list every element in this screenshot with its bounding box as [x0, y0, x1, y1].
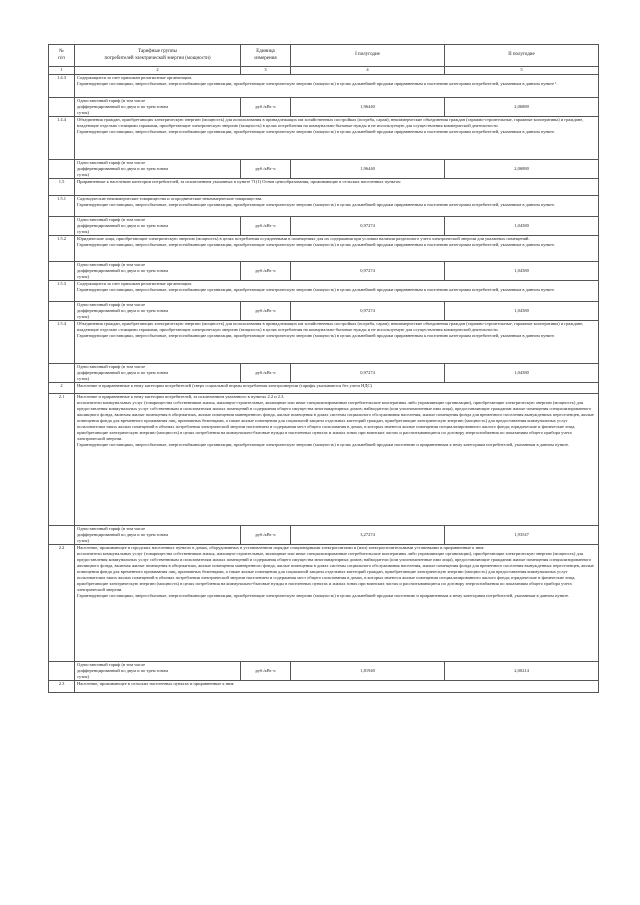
category-description: Население, проживающее в сельских населенных пунктах и приравненные к ним:	[75, 680, 599, 692]
value-half-2: 1,93547	[445, 525, 599, 544]
value-half-2: 2,00214	[445, 661, 599, 680]
value-half-1: 0,97274	[291, 301, 445, 320]
tariff-label: Одноставочный тариф (в том числе дифференцированный по двум и по трем зонам суток)	[75, 363, 241, 382]
value-half-1: 0,97274	[291, 261, 445, 280]
value-half-1: 1,96440	[291, 97, 445, 116]
tariff-label: Одноставочный тариф (в том числе дифференцированный по двум и по трем зонам суток)	[75, 159, 241, 178]
tariff-row	[49, 301, 599, 320]
row-number: 1.5.3	[49, 280, 75, 301]
column-number: 2	[75, 67, 241, 75]
category-description: Население и приравненные к нему категории потребителей, за исключением указанного в пунктах 2.2 и 2.3. исполнители коммунальных услуг (товарищества собственников жилья, жилищно-строительные, жилищные или иные специализированные потребительские кооперативы либо управляющие организации), приобретающие электрическую энергию (мощность) для предоставления коммунальных услуг собственникам и пользователям жилых помещений и содержания общего имущества многоквартирных домов; наймодатели (или уполномоченные ими лица), предоставляющие гражданам жилые помещения специализированного жилищного фонда, включая жилые помещения в общежитиях, жилые помещения маневренного фонда, жилые помещения в домах системы социального обслуживания населения, жилые помещения фонда для временного поселения вынужденных переселенцев, жилые помещения фонда для временного проживания лиц, признанных беженцами, а также жилые помещения для социальной защиты отдельных категорий граждан, приобретающие электрическую энергию (мощность) для предоставления коммунальных услуг пользователям таких жилых помещений в объемах потребления электрической энергии населением и содержания мест общего пользования в домах, в которых имеются жилые помещения специализированного жилого фонда; юридические и физические лица, приобретающие электрическую энергию (мощность) в целях потребления на коммунально-бытовые нужды в населенных пунктах и жилых зонах при воинских частях и рассчитывающиеся по договору энергоснабжения по показаниям общего прибора учета электрической энергии. Гарантирующие поставщики, энергосбытовые, энергоснабжающие организации, приобретающие электрическую энергию (мощность) в целях дальнейшей продажи населению и приравненным к нему категориям потребителей, указанным в данном пункте.	[75, 393, 599, 525]
category-description: Содержащиеся за счет прихожан религиозные организации. Гарантирующие поставщики, энергосбытовые, энергоснабжающие организации, приобретающие электрическую энергию (мощность) в целях дальнейшей продажи приравненным к населению категориям потребителей, указанным в данном пункте.	[75, 280, 599, 301]
category-row	[49, 178, 599, 195]
value-half-1: 1,81940	[291, 661, 445, 680]
category-row	[49, 235, 599, 261]
row-number	[49, 159, 75, 178]
category-row	[49, 280, 599, 301]
tariff-table-body	[49, 45, 599, 693]
column-number: 1	[49, 67, 75, 75]
column-number: 4	[291, 67, 445, 75]
tariff-label: Одноставочный тариф (в том числе дифференцированный по двум и по трем зонам суток)	[75, 216, 241, 235]
category-row	[49, 544, 599, 661]
tariff-label: Одноставочный тариф (в том числе дифференцированный по двум и по трем зонам суток)	[75, 301, 241, 320]
row-number: 1.5.4	[49, 320, 75, 363]
tariff-table	[48, 44, 599, 693]
unit-cell: руб./кВт·ч	[241, 159, 291, 178]
value-half-1: 0,97274	[291, 216, 445, 235]
tariff-row	[49, 661, 599, 680]
tariff-row	[49, 363, 599, 382]
category-row	[49, 320, 599, 363]
row-number	[49, 363, 75, 382]
row-number: 2.3	[49, 680, 75, 692]
row-number	[49, 216, 75, 235]
unit-cell: руб./кВт·ч	[241, 261, 291, 280]
header-half-1: I полугодие	[291, 45, 445, 67]
value-half-2: 1,04380	[445, 301, 599, 320]
row-number: 1.5.2	[49, 235, 75, 261]
value-half-2: 1,04380	[445, 261, 599, 280]
row-number	[49, 661, 75, 680]
header-half-2: II полугодие	[445, 45, 599, 67]
unit-cell: руб./кВт·ч	[241, 301, 291, 320]
row-number: 2.1	[49, 393, 75, 525]
tariff-label: Одноставочный тариф (в том числе дифференцированный по двум и по трем зонам суток)	[75, 97, 241, 116]
category-row	[49, 74, 599, 97]
category-description: Объединения граждан, приобретающих электрическую энергию (мощность) для использования в принадлежащих им хозяйственных постройках (погреба, сараи); некоммерческие объединения граждан (гаражно-строительные, гаражные кооперативы) и граждане, владеющие отдельно стоящими гаражами, приобретающие электрическую энергию (мощность) в целях потребления на коммунально-бытовые нужды и не используемую для осуществления коммерческой деятельности. Гарантирующие поставщики, энергосбытовые, энергоснабжающие организации, приобретающие электрическую энергию (мощность) в целях дальнейшей продажи приравненным к населению категориям потребителей, указанным в данном пункте.	[75, 116, 599, 159]
column-number-row	[49, 67, 599, 75]
row-number	[49, 97, 75, 116]
unit-cell: руб./кВт·ч	[241, 363, 291, 382]
tariff-label: Одноставочный тариф (в том числе дифференцированный по двум и по трем зонам суток)	[75, 261, 241, 280]
category-description: Юридические лица, приобретающие электрическую энергию (мощность) в целях потребления осужденными в помещениях для их содержания при условии наличия раздельного учета электрической энергии для указанных помещений. Гарантирующие поставщики, энергосбытовые, энергоснабжающие организации, приобретающие электрическую энергию (мощность) в целях дальнейшей продажи приравненным к населению категориям потребителей, указанным в данном пункте.	[75, 235, 599, 261]
row-number: 1.5.1	[49, 195, 75, 216]
category-row	[49, 116, 599, 159]
category-row	[49, 382, 599, 393]
category-description: Содержащиеся за счет прихожан религиозные организации. Гарантирующие поставщики, энергосбытовые, энергоснабжающие организации, приобретающие электрическую энергию (мощность) в целях дальнейшей продажи приравненным к населению категориям потребителей, указанным в данном пункте ¹.	[75, 74, 599, 97]
tariff-row	[49, 216, 599, 235]
tariff-row	[49, 525, 599, 544]
header-group: Тарифные группы потребителей электрической энергии (мощности)	[75, 45, 241, 67]
unit-cell: руб./кВт·ч	[241, 661, 291, 680]
unit-cell: руб./кВт·ч	[241, 525, 291, 544]
row-number	[49, 525, 75, 544]
row-number	[49, 261, 75, 280]
table-header-row	[49, 45, 599, 67]
unit-cell: руб./кВт·ч	[241, 216, 291, 235]
category-description: Приравненные к населению категории потребителей, за исключением указанных в пункте 71(1) Основ ценообразования, проживающие в сельских населенных пунктах:	[75, 178, 599, 195]
row-number: 1.4.3	[49, 74, 75, 97]
tariff-row	[49, 261, 599, 280]
row-number	[49, 301, 75, 320]
tariff-label: Одноставочный тариф (в том числе дифференцированный по двум и по трем зонам суток)	[75, 525, 241, 544]
value-half-2: 1,04380	[445, 363, 599, 382]
tariff-label: Одноставочный тариф (в том числе дифференцированный по двум и по трем зонам суток)	[75, 661, 241, 680]
value-half-1: 1,96440	[291, 159, 445, 178]
value-half-1: 3,27274	[291, 525, 445, 544]
value-half-2: 1,04380	[445, 216, 599, 235]
header-num: № п/п	[49, 45, 75, 67]
row-number: 2	[49, 382, 75, 393]
row-number: 1.4.4	[49, 116, 75, 159]
category-row	[49, 393, 599, 525]
unit-cell: руб./кВт·ч	[241, 97, 291, 116]
category-row	[49, 680, 599, 692]
value-half-2: 2,06880	[445, 159, 599, 178]
row-number: 2.2	[49, 544, 75, 661]
category-row	[49, 195, 599, 216]
category-description: Объединения граждан, приобретающих электрическую энергию (мощность) для использования в принадлежащих им хозяйственных постройках (погреба, сараи); некоммерческие объединения граждан (гаражно-строительные, гаражные кооперативы) и граждане, владеющие отдельно стоящими гаражами, приобретающие электрическую энергию (мощность) в целях потребления на коммунально-бытовые нужды и не используемую для осуществления коммерческой деятельности. Гарантирующие поставщики, энергосбытовые, энергоснабжающие организации, приобретающие электрическую энергию (мощность) в целях дальнейшей продажи приравненным к населению категориям потребителей, указанным в данном пункте.	[75, 320, 599, 363]
value-half-1: 0,97274	[291, 363, 445, 382]
column-number: 3	[241, 67, 291, 75]
tariff-row	[49, 97, 599, 116]
category-description: Население и приравненные к нему категории потребителей (сверх социальной нормы потребления электроэнергии (тарифы указываются без учета НДС)	[75, 382, 599, 393]
category-description: Садоводческие некоммерческие товарищества и огороднические некоммерческие товарищества. Гарантирующие поставщики, энергосбытовые, энергоснабжающие организации, приобретающие электрическую энергию (мощность) в целях дальнейшей продажи приравненным к населению категориям потребителей, указанным в данном пункте.	[75, 195, 599, 216]
row-number: 1.5	[49, 178, 75, 195]
header-unit: Единица измерения	[241, 45, 291, 67]
category-description: Население, проживающее в городских населенных пунктах в домах, оборудованных в установленном порядке стационарными электроплитами и (или) электроотопительными установками и приравненные к ним: исполнители коммунальных услуг (товарищества собственников жилья, жилищно-строительные, жилищные или иные специализированные потребительские кооперативы либо управляющие организации), приобретающие электрическую энергию (мощность) для предоставления коммунальных услуг собственникам и пользователям жилых помещений и содержания общего имущества многоквартирных домов; наймодатели (или уполномоченные ими лица), предоставляющие гражданам жилые помещения специализированного жилищного фонда, включая жилые помещения в общежитиях, жилые помещения маневренного фонда, жилые помещения в домах системы социального обслуживания населения, жилые помещения фонда для временного поселения вынужденных переселенцев, жилые помещения фонда для временного проживания лиц, признанных беженцами, а также жилые помещения для социальной защиты отдельных категорий граждан, приобретающие электрическую энергию (мощность) для предоставления коммунальных услуг пользователям таких жилых помещений в объемах потребления электрической энергии населением и содержания мест общего пользования в домах, в которых имеются жилые помещения специализированного жилого фонда; юридические и физические лица, приобретающие электрическую энергию (мощность) в целях потребления на коммунально-бытовые нужды в населенных пунктах и жилых зонах при воинских частях и рассчитывающиеся по договору энергоснабжения по показаниям общего прибора учета электрической энергии. Гарантирующие поставщики, энергосбытовые, энергоснабжающие организации, приобретающие электрическую энергию (мощность) в целях дальнейшей продажи населению и приравненным к нему категориям потребителей, указанным в данном пункте.	[75, 544, 599, 661]
tariff-row	[49, 159, 599, 178]
column-number: 5	[445, 67, 599, 75]
value-half-2: 2,06880	[445, 97, 599, 116]
